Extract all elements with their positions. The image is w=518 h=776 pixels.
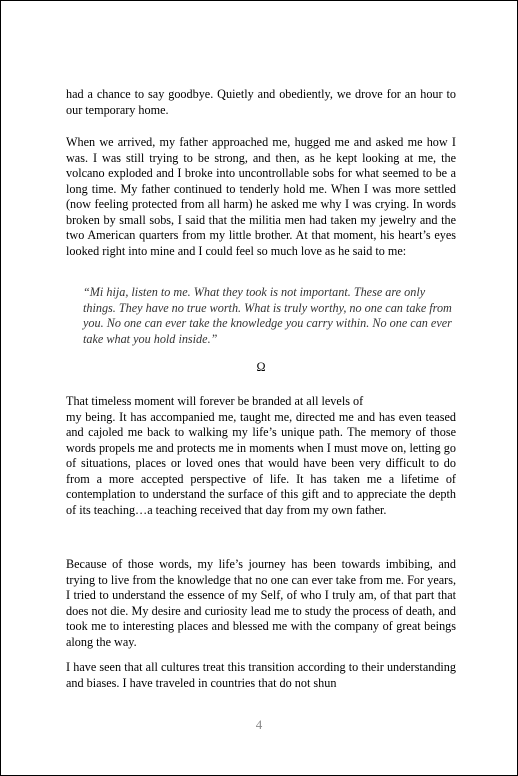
paragraph-5: I have seen that all cultures treat this transition according to their understanding and biases. I have traveled in countries that do not shun	[66, 660, 456, 690]
paragraph-3-body: my being. It has accompanied me, taught me, directed me and has even teased and cajoled me back to walking my life’s unique path. The memory of those words propels me and protects me in moments when I must move on, letting go of situations, places or loved ones that would have been very difficult to do from a more accepted perspective of life. It has taken me a lifetime of contemplation to understand the surface of this gift and to appreciate the depth of its teaching…a teaching received that day from my own father.	[66, 409, 456, 517]
paragraph-1: had a chance to say goodbye. Quietly and obediently, we drove for an hour to our temporary home.	[66, 87, 456, 117]
paragraph-3-first-line: That timeless moment will forever be branded at all levels of	[66, 394, 364, 408]
paragraph-4: Because of those words, my life’s journey has been towards imbibing, and trying to live from the knowledge that no one can ever take from me. For years, I tried to understand the essence of my Self, of who I truly am, of that part that does not die. My desire and curiosity lead me to study the process of death, and took me to interesting places and blessed me with the company of great beings along the way.	[66, 557, 456, 649]
paragraph-2: When we arrived, my father approached me, hugged me and asked me how I was. I was still trying to be strong, and then, as he kept looking at me, the volcano exploded and I broke into uncontrollable sobs for what seemed to be a long time. My father continued to tenderly hold me. When I was more settled (now feeling protected from all harm) he asked me why I was crying. In words broken by small sobs, I said that the militia men had taken my jewelry and the two American quarters from my little brother. At that moment, his heart’s eyes looked right into mine and I could feel so much love as he said to me:	[66, 135, 456, 258]
paragraph-3	[66, 394, 456, 518]
section-divider-omega: Ω	[256, 360, 266, 374]
page-number: 4	[255, 717, 263, 732]
block-quote: “Mi hija, listen to me. What they took is not important. These are only things. They have no true worth. What is truly worthy, no one can take from you. No one can ever take the knowledge you carry within. No one can ever take what you hold inside.”	[83, 285, 452, 346]
